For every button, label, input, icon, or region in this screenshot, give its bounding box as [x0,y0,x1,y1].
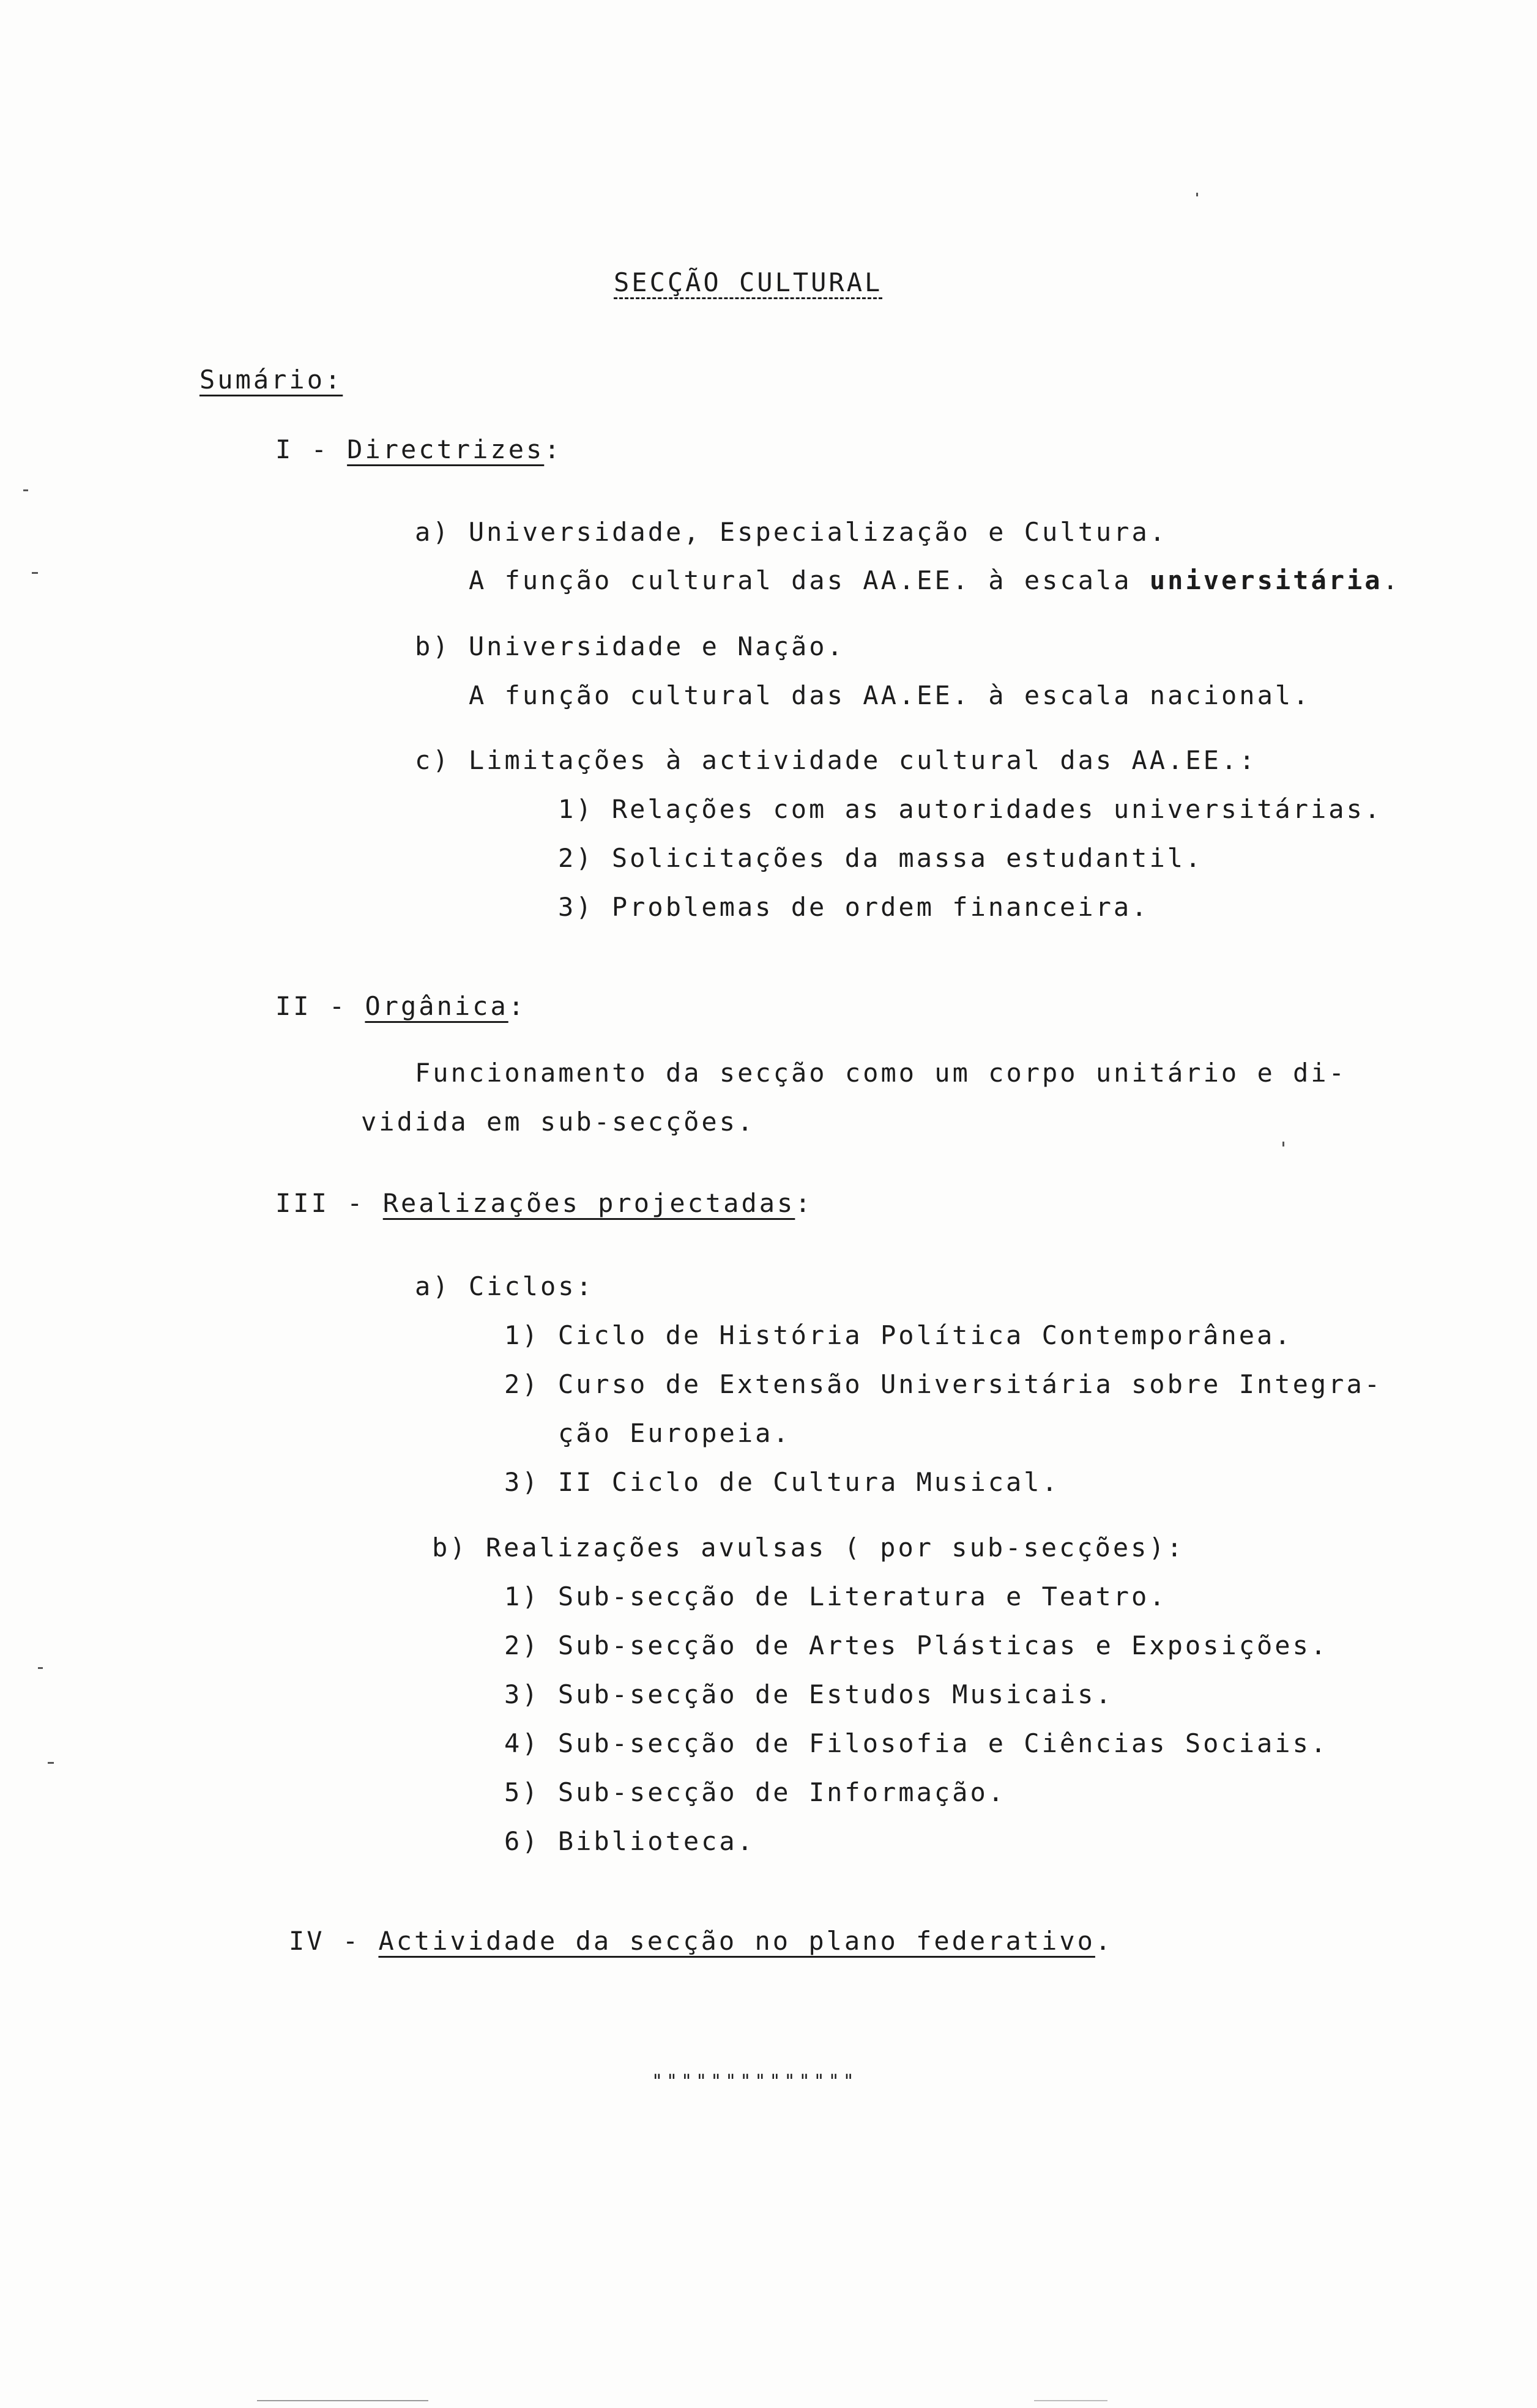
item-I-b-marker: b) [415,631,451,661]
section-I-number: I - [275,434,329,464]
section-III-title: Realizações projectadas [382,1188,795,1218]
end-marks: """""""""""""" [652,2071,858,2092]
scan-speck [38,1667,43,1669]
section-III-a-item-cont: ção Europeia. [558,1418,791,1448]
section-IV-period: . [1095,1926,1114,1956]
section-II-title: Orgânica [365,991,508,1021]
section-II-para-line2: vidida em sub-secções. [361,1107,756,1137]
section-III-colon: : [795,1188,813,1218]
section-III-a-item: 1) Ciclo de História Política Contemporânea. [504,1320,1293,1350]
item-I-b-text: Universidade e Nação. [468,631,845,661]
section-III-number: III - [275,1188,365,1218]
item-I-a-line2-text: A função cultural das AA.EE. à escala [469,565,1150,595]
section-III-b-item: 1) Sub-secção de Literatura e Teatro. [504,1581,1167,1611]
scan-edge-line [257,2400,428,2401]
section-II-colon: : [508,991,527,1021]
item-I-c-sub3: 3) Problemas de ordem financeira. [558,892,1150,922]
item-I-c-line1 [415,745,1257,775]
section-IV-number: IV - [289,1926,361,1956]
section-III-b-item: 2) Sub-secção de Artes Plásticas e Exposições. [504,1630,1329,1660]
section-III-b-item: 6) Biblioteca. [504,1826,756,1856]
summary-label: Sumário: [199,365,343,395]
section-II-heading [275,991,526,1021]
item-I-a-line1 [415,517,1167,547]
item-I-b-line2: A função cultural das AA.EE. à escala nacional. [469,680,1311,710]
item-I-a-marker: a) [415,517,451,547]
section-I-heading [275,434,562,464]
section-III-b-item: 5) Sub-secção de Informação. [504,1777,1007,1807]
document-title: SECÇÃO CULTURAL [614,267,883,297]
section-III-b-item: 4) Sub-secção de Filosofia e Ciências Sociais. [504,1728,1329,1758]
section-III-a-label: a) Ciclos: [415,1271,594,1301]
section-III-b-label: b) Realizações avulsas ( por sub-secções): [432,1533,1185,1563]
section-IV-heading [289,1926,1113,1956]
item-I-a-text: Universidade, Especialização e Cultura. [468,517,1168,547]
item-I-c-sub1: 1) Relações com as autoridades universitárias. [558,794,1383,824]
section-IV-title: Actividade da secção no plano federativo [378,1926,1095,1956]
item-I-c-sub2: 2) Solicitações da massa estudantil. [558,843,1204,873]
section-II-number: II - [275,991,348,1021]
item-I-a-line2 [469,565,1401,595]
item-I-a-line2-emph: universitária [1149,565,1383,595]
scan-speck [32,572,38,574]
section-I-colon: : [544,434,562,464]
section-III-a-item: 2) Curso de Extensão Universitária sobre Integra- [504,1369,1383,1399]
item-I-a-line2-end: . [1382,565,1401,595]
scan-speck [1196,193,1198,196]
section-I-title: Directrizes [347,434,545,464]
item-I-c-marker: c) [415,745,451,775]
scan-speck [23,489,28,491]
scan-speck [1282,1142,1284,1146]
item-I-b-line1 [415,631,845,661]
scan-edge-line [1034,2400,1107,2401]
section-III-b-item: 3) Sub-secção de Estudos Musicais. [504,1679,1114,1709]
scan-speck [48,1762,54,1764]
item-I-c-text: Limitações à actividade cultural das AA.EE.: [468,745,1257,775]
section-III-heading [275,1188,813,1218]
section-II-para-line1: Funcionamento da secção como um corpo unitário e di- [415,1058,1347,1088]
section-III-a-item: 3) II Ciclo de Cultura Musical. [504,1467,1060,1497]
